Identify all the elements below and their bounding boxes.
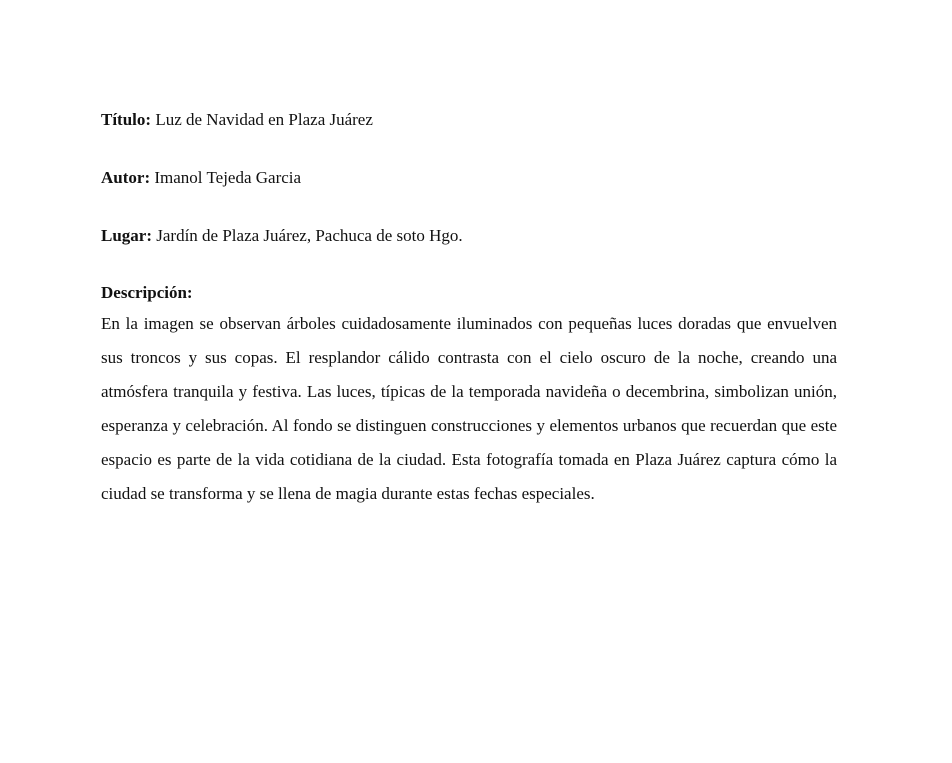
author-value: Imanol Tejeda Garcia (154, 168, 302, 187)
title-field (101, 106, 837, 134)
description-section (101, 279, 837, 511)
author-field (101, 164, 837, 192)
location-field (101, 222, 837, 250)
location-label: Lugar: (101, 226, 152, 245)
title-label: Título: (101, 110, 152, 129)
author-label: Autor: (101, 168, 151, 187)
description-heading: Descripción: (101, 283, 193, 302)
location-value: Jardín de Plaza Juárez, Pachuca de soto Hgo. (156, 226, 463, 245)
description-text: En la imagen se observan árboles cuidadosamente iluminados con pequeñas luces doradas que envuelven sus troncos y sus copas. El resplandor cálido contrasta con el cielo oscuro de la noche, creando una atmósfera tranquila y festiva. Las luces, típicas de la temporada navideña o decembrina, simbolizan unión, esperanza y celebración. Al fondo se distinguen construcciones y elementos urbanos que recuerdan que este espacio es parte de la vida cotidiana de la ciudad. Esta fotografía tomada en Plaza Juárez captura cómo la ciudad se transforma y se llena de magia durante estas fechas especiales. (101, 314, 837, 503)
document-content (101, 106, 837, 511)
title-value: Luz de Navidad en Plaza Juárez (155, 110, 373, 129)
